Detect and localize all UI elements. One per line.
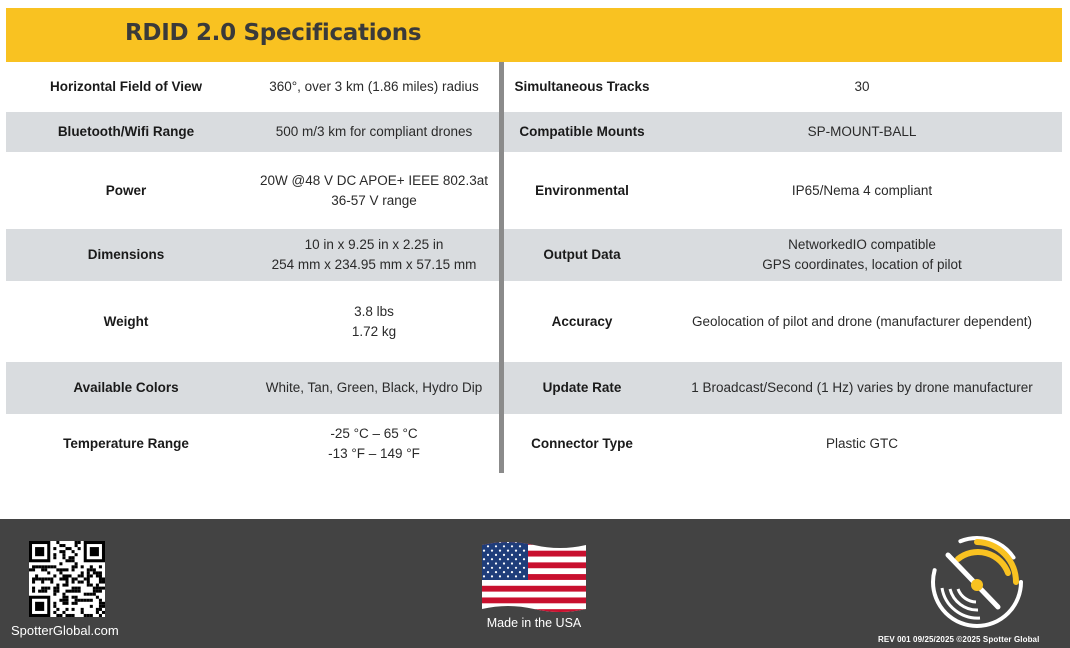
spotter-global-radar-logo <box>928 533 1026 631</box>
spec-value <box>246 414 502 473</box>
revision-note: REV 001 09/25/2025 ©2025 Spotter Global <box>878 635 1040 644</box>
spec-value <box>662 229 1062 281</box>
spec-value-line: Geolocation of pilot and drone (manufacturer dependent) <box>692 313 1032 329</box>
spec-value <box>662 414 1062 473</box>
spec-row <box>6 229 1062 281</box>
spec-row <box>6 152 1062 229</box>
spec-value-line: White, Tan, Green, Black, Hydro Dip <box>265 380 483 395</box>
us-flag-icon <box>480 539 588 615</box>
page-title: RDID 2.0 Specifications <box>125 20 422 46</box>
spec-label: Weight <box>103 313 149 329</box>
spec-label: Simultaneous Tracks <box>514 79 650 94</box>
spec-value <box>246 281 502 362</box>
spec-label: Update Rate <box>542 380 622 395</box>
website-link[interactable]: SpotterGlobal.com <box>11 623 119 638</box>
spec-label: Environmental <box>535 182 629 198</box>
spec-value-line: 20W @48 V DC APOE+ IEEE 802.3at <box>260 172 488 188</box>
spec-value-line: 1.72 kg <box>351 323 397 339</box>
column-divider <box>499 62 504 473</box>
spec-value-line: IP65/Nema 4 compliant <box>791 182 933 198</box>
spec-value-line: Plastic GTC <box>825 435 898 451</box>
qr-code-icon <box>29 541 105 617</box>
spec-value-line: 36-57 V range <box>331 192 417 208</box>
spec-value-line: 3.8 lbs <box>354 303 394 319</box>
spec-value-line: 10 in x 9.25 in x 2.25 in <box>304 237 444 252</box>
spec-label: Horizontal Field of View <box>49 79 202 94</box>
spec-table <box>6 62 1062 473</box>
spec-value <box>246 362 502 414</box>
spec-value-line: -25 °C – 65 °C <box>330 425 418 441</box>
spec-value <box>246 229 502 281</box>
spec-value-line: GPS coordinates, location of pilot <box>762 257 962 272</box>
spec-value <box>246 152 502 229</box>
spec-value-line: SP-MOUNT-BALL <box>807 124 917 139</box>
spec-label: Output Data <box>543 247 621 262</box>
spec-row <box>6 414 1062 473</box>
spec-label: Bluetooth/Wifi Range <box>57 124 195 139</box>
spec-value <box>246 112 502 152</box>
footer <box>0 519 1070 648</box>
spec-value-line: 254 mm x 234.95 mm x 57.15 mm <box>271 257 477 272</box>
spec-row <box>6 362 1062 414</box>
spec-value-line: NetworkedIO compatible <box>788 237 936 252</box>
title-bar <box>6 8 1062 62</box>
made-in-usa-label: Made in the USA <box>486 616 582 630</box>
spec-label: Temperature Range <box>63 435 189 451</box>
spec-row <box>6 112 1062 152</box>
spec-value-line: -13 °F – 149 °F <box>328 445 420 461</box>
spec-value-line: 1 Broadcast/Second (1 Hz) varies by drone manufacturer <box>691 380 1033 395</box>
spec-value <box>662 362 1062 414</box>
spec-label: Power <box>105 182 147 198</box>
spec-value <box>662 152 1062 229</box>
spec-value <box>662 62 1062 112</box>
spec-value-line: 360°, over 3 km (1.86 miles) radius <box>269 79 479 94</box>
spec-value <box>662 112 1062 152</box>
spec-value <box>246 62 502 112</box>
spec-value-line: 500 m/3 km for compliant drones <box>275 124 473 139</box>
spec-value <box>662 281 1062 362</box>
spec-label: Compatible Mounts <box>519 124 645 139</box>
spec-row <box>6 281 1062 362</box>
spec-row <box>6 62 1062 112</box>
spec-label: Available Colors <box>73 380 179 395</box>
spec-label: Connector Type <box>531 435 633 451</box>
spec-label: Dimensions <box>87 247 165 262</box>
spec-label: Accuracy <box>551 313 613 329</box>
spec-value-line: 30 <box>854 79 870 94</box>
